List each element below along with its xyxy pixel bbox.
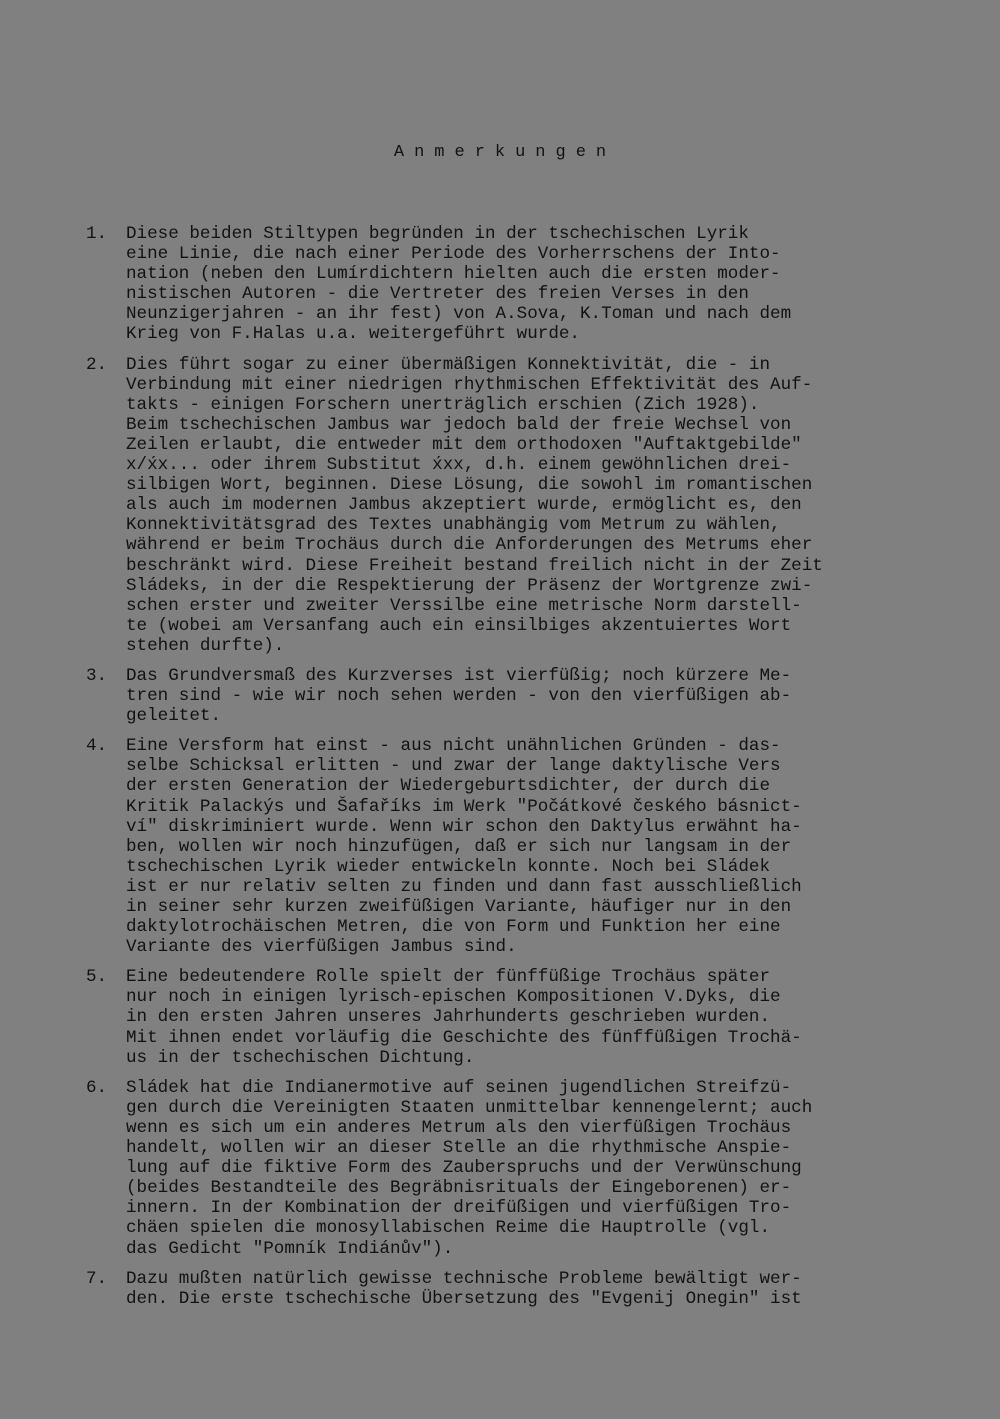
note-number: 1. <box>86 224 108 244</box>
note-item <box>86 1269 916 1309</box>
note-text: Dies führt sogar zu einer übermäßigen Konnektivität, die - in Verbindung mit einer niedrigen rhythmischen Effektivität des Auf- takts - einigen Forschern unerträglich erschien (Zich 1928). Beim tschechischen Jambus war jedoch bald der freie Wechsel von Zeilen erlaubt, die entweder mit dem orthodoxen "Auftaktgebilde" x/x́x... oder ihrem Substitut x́xx, d.h. einem gewöhnlichen drei- silbigen Wort, beginnen. Diese Lösung, die sowohl im romantischen als auch im modernen Jambus akzeptiert wurde, ermöglicht es, den Konnektivitätsgrad des Textes unabhängig vom Metrum zu wählen, während er beim Trochäus durch die Anforderungen des Metrums eher beschränkt wird. Diese Freiheit bestand freilich nicht in der Zeit Sládeks, in der die Respektierung der Präsenz der Wortgrenze zwi- schen erster und zweiter Verssilbe eine metrische Norm darstell- te (wobei am Versanfang auch ein einsilbiges akzentuiertes Wort stehen durfte). <box>126 354 823 656</box>
note-text: Dazu mußten natürlich gewisse technische Probleme bewältigt wer- den. Die erste tschechische Übersetzung des "Evgenij Onegin" ist <box>126 1268 802 1309</box>
note-item <box>86 736 916 957</box>
notes-list <box>86 224 916 1319</box>
note-text: Das Grundversmaß des Kurzverses ist vierfüßig; noch kürzere Me- tren sind - wie wir noch sehen werden - von den vierfüßigen ab- geleitet. <box>126 665 792 727</box>
note-number: 3. <box>86 665 108 686</box>
note-text: Sládek hat die Indianermotive auf seinen jugendlichen Streifzü- gen durch die Vereinigten Staaten unmittelbar kennengelernt; auch wenn es sich um ein anderes Metrum als den vierfüßigen Trochäus handelt, wollen wir an dieser Stelle an die rhythmische Anspie- lung auf die fiktive Form des Zauberspruchs und der Verwünschung (beides Bestandteile des Begräbnisrituals der Eingeborenen) er- innern. In der Kombination der dreifüßigen und vierfüßigen Tro- chäen spielen die monosyllabischen Reime die Hauptrolle (vgl. das Gedicht "Pomník Indiánův"). <box>126 1077 813 1259</box>
note-number: 5. <box>86 967 108 988</box>
note-number: 2. <box>86 354 108 375</box>
note-number: 4. <box>86 736 108 757</box>
note-text: Eine bedeutendere Rolle spielt der fünffüßige Trochäus später nur noch in einigen lyrisch-epischen Kompositionen V.Dyks, die in den ersten Jahren unseres Jahrhunderts geschrieben wurden. Mit ihnen endet vorläufig die Geschichte des fünffüßigen Trochä- us in der tschechischen Dichtung. <box>126 967 802 1068</box>
note-item <box>86 967 916 1067</box>
note-item <box>86 1078 916 1259</box>
note-number: 7. <box>86 1268 108 1289</box>
note-item <box>86 355 916 656</box>
note-item <box>86 224 916 345</box>
note-number: 6. <box>86 1077 108 1098</box>
note-text: Diese beiden Stiltypen begründen in der tschechischen Lyrik eine Linie, die nach einer Periode des Vorherrschens der Into- nation (neben den Lumírdichtern hielten auch die ersten moder- nistischen Autoren - die Vertreter des freien Verses in den Neunzigerjahren - an ihr fest) von A.Sova, K.Toman und nach dem Krieg von F.Halas u.a. weitergeführt wurde. <box>126 224 792 345</box>
page-title: Anmerkungen <box>393 143 617 162</box>
note-item <box>86 666 916 726</box>
note-text: Eine Versform hat einst - aus nicht unähnlichen Gründen - das- selbe Schicksal erlitten - und zwar der lange daktylische Vers der ersten Generation der Wiedergeburtsdichter, der durch die Kritik Palackýs und Šafaříks im Werk "Počátkové českého básnict- ví" diskriminiert wurde. Wenn wir schon den Daktylus erwähnt ha- ben, wollen wir noch hinzufügen, daß er sich nur langsam in der tschechischen Lyrik wieder entwickeln konnte. Noch bei Sládek ist er nur relativ selten zu finden und dann fast ausschließlich in seiner sehr kurzen zweifüßigen Variante, häufiger nur in den daktylotrochäischen Metren, die von Form und Funktion her eine Variante des vierfüßigen Jambus sind. <box>126 736 802 958</box>
